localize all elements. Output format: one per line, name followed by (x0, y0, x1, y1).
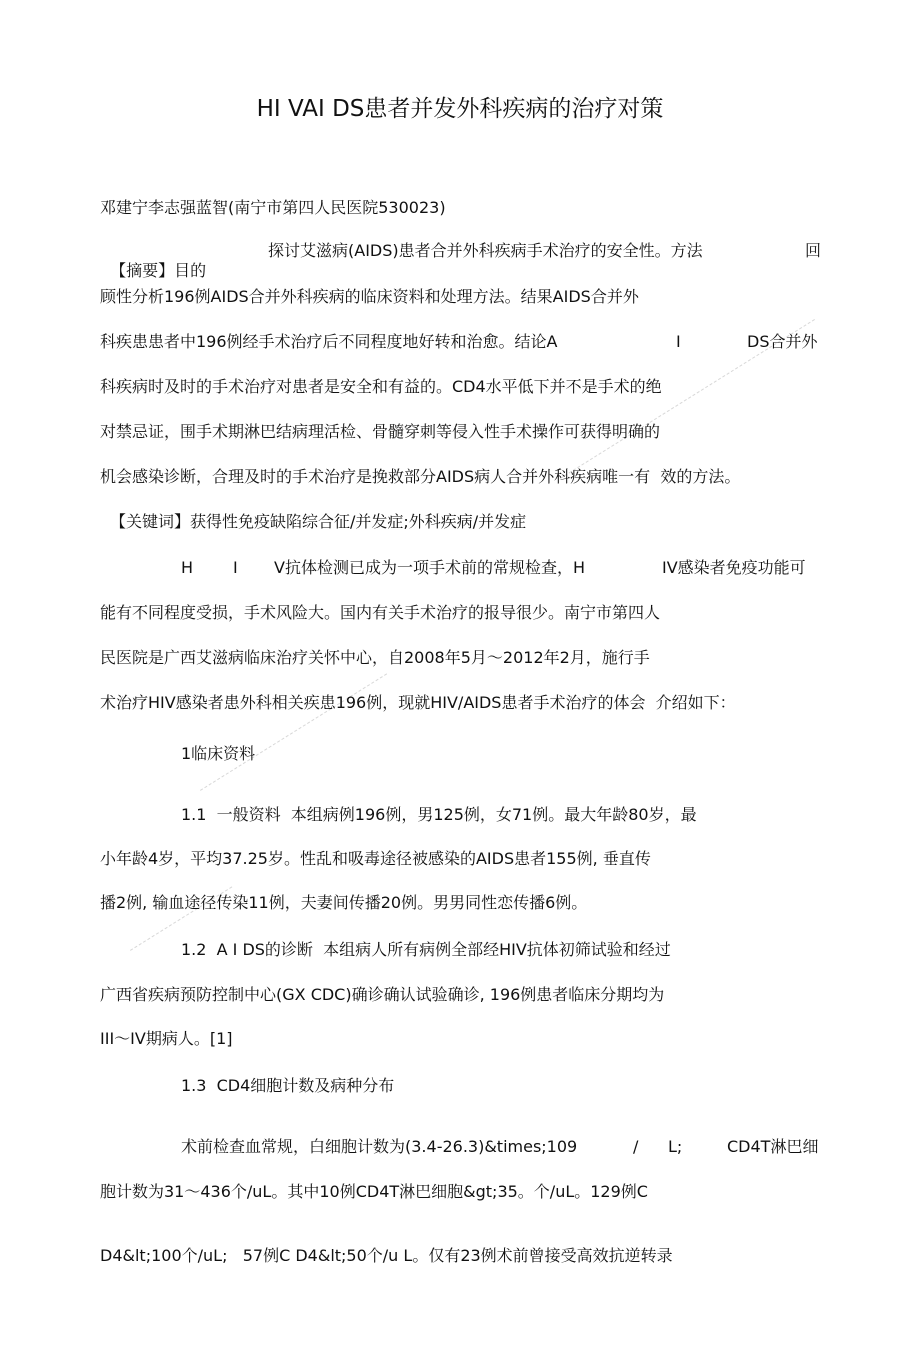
abstract-line-3-mid: I (676, 332, 681, 351)
abstract-line-3-end: DS合并外 (747, 332, 818, 351)
cd4-line-1-b: / (633, 1137, 639, 1156)
abstract-line-2: 顾性分析196例AIDS合并外科疾病的临床资料和处理方法。结果AIDS合并外 (100, 287, 639, 306)
abstract-line-3: 科疾患患者中196例经手术治疗后不同程度地好转和治愈。结论A (100, 332, 558, 351)
abstract-line-4: 科疾病时及时的手术治疗对患者是安全和有益的。CD4水平低下并不是手术的绝 (100, 377, 662, 396)
abstract-line-1-end: 回 (805, 241, 822, 260)
intro-line-1-b: I (233, 558, 238, 577)
sec1-2-line-3: III～IV期病人。[1] (100, 1029, 233, 1048)
intro-line-1-c: V抗体检测已成为一项手术前的常规检查，H (274, 558, 585, 577)
sec1-1-line-3: 播2例, 输血途径传染11例，夫妻间传播20例。男男同性恋传播6例。 (100, 893, 588, 912)
section-heading-1: 1临床资料 (181, 744, 256, 763)
intro-line-1-d: IV感染者免疫功能可 (662, 558, 806, 577)
sec1-2-line-2: 广西省疾病预防控制中心(GX CDC)确诊确认试验确诊, 196例患者临床分期均为 (100, 985, 665, 1004)
sec1-1-line-2: 小年龄4岁，平均37.25岁。性乱和吸毒途径被感染的AIDS患者155例, 垂直传 (100, 849, 651, 868)
cd4-line-1-d: CD4T淋巴细 (727, 1137, 819, 1156)
abstract-label: 【摘要】目的 (110, 261, 207, 280)
intro-line-4: 术治疗HIV感染者患外科相关疾患196例，现就HIV/AIDS患者手术治疗的体会 介绍如下： (100, 693, 736, 712)
intro-line-1-a: H (181, 558, 194, 577)
intro-line-3: 民医院是广西艾滋病临床治疗关怀中心，自2008年5月～2012年2月，施行手 (100, 648, 650, 667)
cd4-line-1-a: 术前检查血常规，白细胞计数为(3.4-26.3)&times;109 (181, 1137, 578, 1156)
sec1-1-line-1: 1.1 一般资料 本组病例196例，男125例，女71例。最大年龄80岁，最 (181, 805, 697, 824)
cd4-line-3: D4&lt;100个/uL; 57例C D4&lt;50个/u L。仅有23例术前曾接受高效抗逆转录 (100, 1246, 673, 1265)
watermark-line (200, 673, 388, 791)
sec1-3-heading: 1.3 CD4细胞计数及病种分布 (181, 1076, 395, 1095)
keywords-line: 【关键词】获得性免疫缺陷综合征/并发症;外科疾病/并发症 (110, 512, 527, 531)
abstract-line-1 (100, 241, 206, 281)
cd4-line-2: 胞计数为31～436个/uL。其中10例CD4T淋巴细胞&gt;35。个/uL。129例C (100, 1182, 648, 1201)
sec1-2-line-1: 1.2 A I DS的诊断 本组病人所有病例全部经HIV抗体初筛试验和经过 (181, 940, 671, 959)
abstract-line-5: 对禁忌证，围手术期淋巴结病理活检、骨髓穿刺等侵入性手术操作可获得明确的 (100, 422, 661, 441)
authors-line: 邓建宁李志强蓝智(南宁市第四人民医院530023) (100, 198, 446, 217)
intro-line-2: 能有不同程度受损，手术风险大。国内有关手术治疗的报导很少。南宁市第四人 (100, 603, 661, 622)
abstract-line-6: 机会感染诊断，合理及时的手术治疗是挽救部分AIDS病人合并外科疾病唯一有 效的方法。 (100, 467, 741, 486)
cd4-line-1-c: L; (668, 1137, 683, 1156)
abstract-line-1-body: 探讨艾滋病(AIDS)患者合并外科疾病手术治疗的安全性。方法 (268, 241, 703, 260)
document-title: HI VAI DS患者并发外科疾病的治疗对策 (256, 96, 664, 122)
